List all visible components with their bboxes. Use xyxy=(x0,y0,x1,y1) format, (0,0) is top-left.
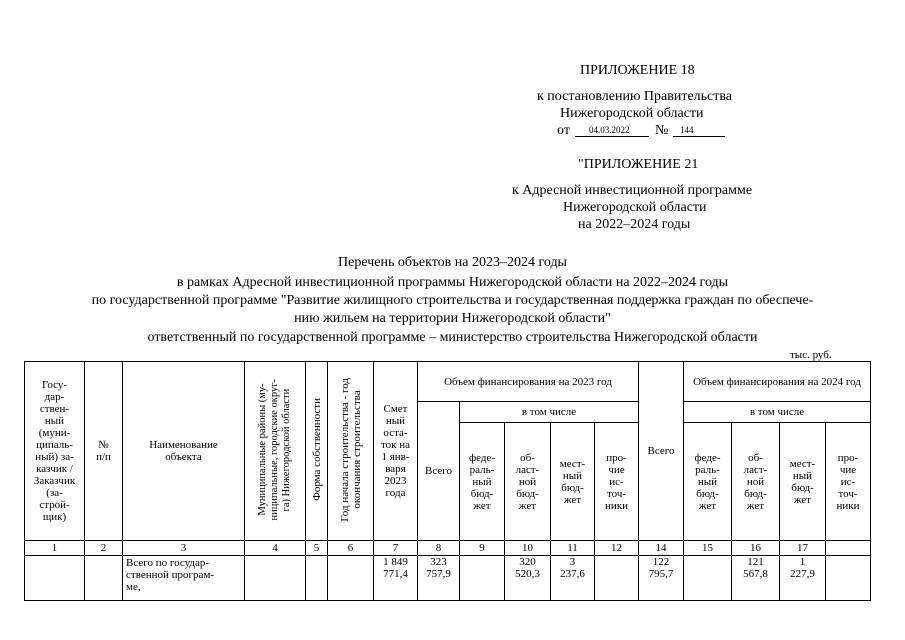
appendix-18-label: ПРИЛОЖЕНИЕ 18 xyxy=(580,63,695,78)
header-total-2024: Всего xyxy=(639,362,684,541)
cell-years xyxy=(328,556,374,601)
header-balance: Смет ный оста- ток на 1 янв- варя 2023 года xyxy=(374,362,418,541)
cell-other-2023 xyxy=(595,556,639,601)
header-years: Год начала строительства - год окончания строительства xyxy=(338,377,363,522)
number-label: № xyxy=(655,123,669,138)
cell-reg-2024: 121 567,8 xyxy=(732,556,780,601)
cell-reg-2023: 320 520,3 xyxy=(505,556,551,601)
header-ownership: Форма собственности xyxy=(310,398,323,501)
title-line-5: ответственный по государственной программе – министерство строительства Нижегородской области xyxy=(147,330,758,345)
number-value: 144 xyxy=(680,125,694,135)
cell-districts xyxy=(245,556,306,601)
title-line-4: нию жильем на территории Нижегородской области" xyxy=(294,311,611,326)
colnum: 12 xyxy=(595,541,639,556)
title-line-3: по государственной программе "Развитие жилищного строительства и государственная поддержка граждан по обеспече- xyxy=(91,293,814,308)
header-loc-2024: мест- ный бюд- жет xyxy=(780,423,826,541)
colnum: 2 xyxy=(85,541,123,556)
header-fin-2023: Объем финансирования на 2023 год xyxy=(418,362,639,402)
date-value: 04.03.2022 xyxy=(589,125,630,135)
header-ownership-cell xyxy=(306,362,328,541)
header-object-name: Наименование объекта xyxy=(123,362,245,541)
header-loc-2023: мест- ный бюд- жет xyxy=(551,423,595,541)
date-field xyxy=(575,124,649,137)
header-fed-2023: феде- раль- ный бюд- жет xyxy=(460,423,505,541)
colnum: 10 xyxy=(505,541,551,556)
colnum: 6 xyxy=(328,541,374,556)
resolution-line-2: Нижегородской области xyxy=(560,106,704,121)
colnum: 5 xyxy=(306,541,328,556)
program-line-3: на 2022–2024 годы xyxy=(578,217,691,232)
colnum: 15 xyxy=(684,541,732,556)
column-number-row xyxy=(25,541,871,556)
header-number: № п/п xyxy=(85,362,123,541)
header-districts-cell xyxy=(245,362,306,541)
title-line-2: в рамках Адресной инвестиционной программы Нижегородской области на 2022–2024 годы xyxy=(176,275,729,290)
cell-fed-2023 xyxy=(460,556,505,601)
colnum: 1 xyxy=(25,541,85,556)
cell-fed-2024 xyxy=(684,556,732,601)
header-incl-2024: в том числе xyxy=(684,402,871,423)
header-reg-2024: об- ласт- ной бюд- жет xyxy=(732,423,780,541)
cell-total-2024: 122 795,7 xyxy=(639,556,684,601)
title-line-1: Перечень объектов на 2023–2024 годы xyxy=(338,255,567,270)
header-other-2024: про- чие ис- точ- ники xyxy=(826,423,871,541)
cell-loc-2023: 3 237,6 xyxy=(551,556,595,601)
cell-loc-2024: 1 227,9 xyxy=(780,556,826,601)
cell-number xyxy=(85,556,123,601)
colnum: 3 xyxy=(123,541,245,556)
cell-balance: 1 849 771,4 xyxy=(374,556,418,601)
colnum: 16 xyxy=(732,541,780,556)
header-years-cell xyxy=(328,362,374,541)
header-fin-2024: Объем финансирования на 2024 год xyxy=(684,362,871,402)
header-incl-2023: в том числе xyxy=(460,402,639,423)
colnum: 9 xyxy=(460,541,505,556)
appendix-21-label: "ПРИЛОЖЕНИЕ 21 xyxy=(578,157,699,172)
colnum: 17 xyxy=(780,541,826,556)
program-line-2: Нижегородской области xyxy=(563,200,707,215)
program-line-1: к Адресной инвестиционной программе xyxy=(512,183,753,198)
colnum: 7 xyxy=(374,541,418,556)
units-label: тыс. руб. xyxy=(790,349,832,361)
colnum xyxy=(826,541,871,556)
cell-ownership xyxy=(306,556,328,601)
table-row xyxy=(25,556,871,601)
header-customer: Госу- дар- ствен- ный (муни- ципаль- ный) за- казчик / Заказчик (за- строй- щик) xyxy=(25,362,85,541)
header-fed-2024: феде- раль- ный бюд- жет xyxy=(684,423,732,541)
cell-other-2024 xyxy=(826,556,871,601)
colnum: 14 xyxy=(639,541,684,556)
cell-object-name: Всего по государ- ственной програм- ме, xyxy=(123,556,245,601)
from-label: от xyxy=(557,123,570,138)
objects-table xyxy=(24,361,871,601)
header-districts: Муниципальные районы (му- ниципальные, городские округ- га) Нижегородской области xyxy=(257,378,292,521)
colnum: 4 xyxy=(245,541,306,556)
header-other-2023: про- чие ис- точ- ники xyxy=(595,423,639,541)
cell-customer xyxy=(25,556,85,601)
resolution-line-1: к постановлению Правительства xyxy=(537,89,733,104)
colnum: 8 xyxy=(418,541,460,556)
header-reg-2023: об- ласт- ной бюд- жет xyxy=(505,423,551,541)
header-total-2023: Всего xyxy=(418,402,460,541)
cell-total-2023: 323 757,9 xyxy=(418,556,460,601)
colnum: 11 xyxy=(551,541,595,556)
number-field xyxy=(673,124,725,137)
